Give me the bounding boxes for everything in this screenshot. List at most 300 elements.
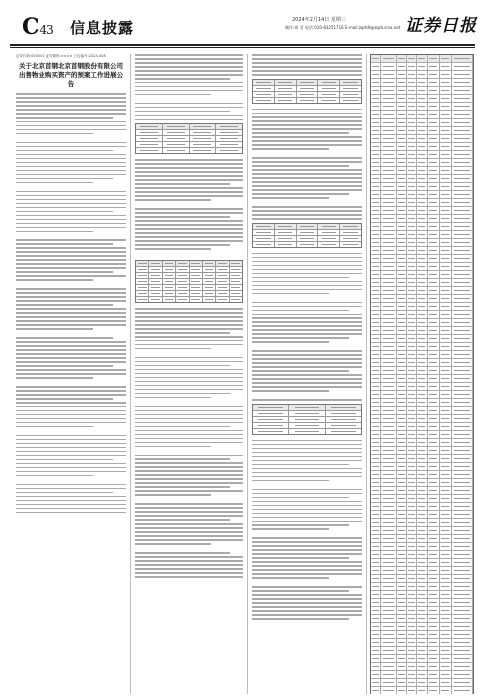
table-cell	[326, 411, 361, 416]
table-cell	[216, 261, 229, 266]
table-cell	[318, 86, 340, 91]
table-cell	[163, 285, 176, 290]
text-line	[135, 490, 243, 492]
table-cell	[297, 224, 319, 229]
table-cell	[381, 151, 397, 158]
table-cell	[428, 231, 440, 238]
text-line	[16, 129, 126, 131]
text-line	[252, 325, 362, 327]
table-cell	[397, 655, 407, 662]
text-line	[16, 199, 126, 201]
table-row	[371, 255, 473, 263]
table-cell	[440, 247, 452, 254]
table-cell	[417, 383, 427, 390]
text-line	[135, 54, 243, 56]
text-line	[252, 337, 349, 339]
table-row	[371, 191, 473, 199]
table-cell	[417, 543, 427, 550]
table-row	[371, 447, 473, 455]
table-cell	[452, 191, 473, 198]
table-cell	[371, 119, 381, 126]
text-line	[16, 500, 126, 502]
table-cell	[371, 607, 381, 614]
table-cell	[381, 263, 397, 270]
text-line	[252, 273, 362, 275]
text-line	[135, 248, 211, 250]
table-cell	[417, 311, 427, 318]
text-line	[135, 519, 230, 521]
table-cell	[397, 79, 407, 86]
table-cell	[275, 86, 297, 91]
text-line	[252, 553, 362, 555]
table-cell	[417, 503, 427, 510]
table-cell	[397, 255, 407, 262]
table-cell	[417, 671, 427, 678]
table-cell	[417, 471, 427, 478]
text-line	[252, 528, 329, 530]
table-cell	[407, 199, 417, 206]
text-line	[16, 312, 126, 314]
table-cell	[407, 335, 417, 342]
table-cell	[428, 143, 440, 150]
text-line	[135, 486, 230, 488]
table-row	[371, 303, 473, 311]
table-cell	[407, 239, 417, 246]
text-line	[135, 385, 243, 387]
table-cell	[397, 319, 407, 326]
table-cell	[452, 343, 473, 350]
table-cell	[397, 343, 407, 350]
table-cell	[253, 405, 289, 410]
table-cell	[381, 383, 397, 390]
table-row	[371, 327, 473, 335]
table-cell	[371, 487, 381, 494]
table-cell	[326, 429, 361, 434]
table-cell	[417, 167, 427, 174]
text-line	[135, 564, 243, 566]
table-cell	[417, 527, 427, 534]
table-cell	[440, 359, 452, 366]
table-cell	[407, 439, 417, 446]
table-cell	[397, 103, 407, 110]
table-cell	[428, 111, 440, 118]
table-cell	[371, 535, 381, 542]
table-cell	[371, 495, 381, 502]
table-cell	[397, 327, 407, 334]
table-cell	[381, 311, 397, 318]
table-cell	[253, 236, 275, 241]
table-cell	[407, 343, 417, 350]
text-line	[252, 541, 362, 543]
table-cell	[371, 463, 381, 470]
table-cell	[381, 111, 397, 118]
table-cell	[417, 119, 427, 126]
table-cell	[428, 431, 440, 438]
table-cell	[407, 567, 417, 574]
text-line	[252, 374, 362, 376]
table-cell	[371, 511, 381, 518]
text-line	[16, 459, 113, 461]
table-cell	[381, 55, 397, 62]
table-cell	[190, 142, 217, 147]
table-cell	[289, 429, 325, 434]
table-cell	[428, 551, 440, 558]
table-cell	[407, 591, 417, 598]
table-cell	[381, 271, 397, 278]
text-line	[252, 169, 362, 171]
table-cell	[407, 255, 417, 262]
text-line	[135, 406, 243, 408]
text-line	[252, 517, 362, 519]
table-cell	[371, 135, 381, 142]
table-cell	[417, 487, 427, 494]
text-line	[252, 569, 362, 571]
table-cell	[440, 303, 452, 310]
text-line	[135, 70, 243, 72]
table-cell	[428, 671, 440, 678]
table-cell	[428, 535, 440, 542]
table-cell	[326, 417, 361, 422]
text-line	[252, 513, 362, 515]
table-row	[371, 71, 473, 79]
table-row	[371, 367, 473, 375]
text-line	[252, 452, 362, 454]
text-line	[16, 170, 126, 172]
table-cell	[275, 230, 297, 235]
table-cell	[440, 159, 452, 166]
table-cell	[440, 631, 452, 638]
table-cell	[397, 215, 407, 222]
table-cell	[417, 423, 427, 430]
text-line	[252, 116, 362, 118]
table-row	[371, 167, 473, 175]
table-row	[371, 471, 473, 479]
table-cell	[428, 519, 440, 526]
table-cell	[417, 231, 427, 238]
table-cell	[452, 143, 473, 150]
table-cell	[417, 55, 427, 62]
text-line	[135, 212, 243, 214]
text-line	[135, 511, 243, 513]
text-line	[252, 598, 362, 600]
table-cell	[452, 679, 473, 686]
table-cell	[149, 285, 162, 290]
data-table	[252, 404, 362, 435]
text-line	[135, 66, 243, 68]
table-row	[253, 242, 361, 247]
table-cell	[397, 647, 407, 654]
table-cell	[417, 199, 427, 206]
table-row	[371, 479, 473, 487]
text-line	[135, 531, 243, 533]
table-cell	[428, 567, 440, 574]
table-cell	[428, 591, 440, 598]
table-cell	[397, 311, 407, 318]
table-cell	[407, 143, 417, 150]
table-cell	[428, 343, 440, 350]
table-cell	[407, 351, 417, 358]
table-cell	[371, 479, 381, 486]
text-line	[135, 458, 230, 460]
table-cell	[452, 239, 473, 246]
text-line	[16, 113, 126, 115]
table-cell	[452, 295, 473, 302]
table-cell	[136, 136, 163, 141]
table-cell	[275, 80, 297, 85]
text-line	[252, 181, 362, 183]
table-cell	[407, 79, 417, 86]
text-line	[16, 304, 113, 306]
table-cell	[340, 236, 361, 241]
table-cell	[452, 79, 473, 86]
table-cell	[340, 92, 361, 97]
table-cell	[275, 98, 297, 103]
table-cell	[440, 63, 452, 70]
table-cell	[407, 271, 417, 278]
table-cell	[381, 471, 397, 478]
table-cell	[381, 447, 397, 454]
text-line	[252, 218, 362, 220]
table-cell	[452, 687, 473, 694]
table-cell	[371, 87, 381, 94]
text-line	[16, 207, 126, 209]
table-cell	[397, 415, 407, 422]
table-cell	[371, 271, 381, 278]
text-line	[135, 543, 211, 545]
text-line	[135, 539, 243, 541]
text-line	[135, 111, 230, 113]
text-line	[135, 228, 243, 230]
table-cell	[417, 215, 427, 222]
table-cell	[371, 551, 381, 558]
text-line	[252, 341, 329, 343]
table-cell	[452, 167, 473, 174]
table-cell	[136, 291, 149, 296]
table-cell	[428, 559, 440, 566]
table-cell	[417, 239, 427, 246]
table-cell	[371, 191, 381, 198]
table-cell	[452, 599, 473, 606]
text-line	[135, 167, 243, 169]
text-line	[252, 321, 362, 323]
text-line	[135, 560, 243, 562]
table-cell	[407, 471, 417, 478]
text-line	[16, 251, 126, 253]
table-cell	[381, 567, 397, 574]
table-cell	[417, 143, 427, 150]
table-cell	[253, 224, 275, 229]
text-line	[135, 442, 243, 444]
text-line	[252, 66, 362, 68]
data-table	[370, 54, 474, 694]
table-cell	[407, 519, 417, 526]
text-line	[135, 340, 243, 342]
table-row	[371, 607, 473, 615]
table-cell	[371, 583, 381, 590]
table-cell	[407, 431, 417, 438]
table-cell	[381, 615, 397, 622]
table-cell	[163, 142, 190, 147]
table-cell	[253, 230, 275, 235]
table-cell	[407, 423, 417, 430]
table-cell	[371, 519, 381, 526]
text-line	[16, 349, 126, 351]
table-cell	[136, 273, 149, 278]
text-line	[252, 468, 362, 470]
table-cell	[407, 263, 417, 270]
table-cell	[371, 311, 381, 318]
text-line	[252, 329, 362, 331]
table-cell	[440, 87, 452, 94]
table-cell	[397, 599, 407, 606]
table-cell	[440, 415, 452, 422]
table-cell	[428, 247, 440, 254]
text-line	[135, 576, 243, 578]
text-line	[135, 78, 230, 80]
table-cell	[253, 80, 275, 85]
table-cell	[417, 207, 427, 214]
table-cell	[381, 591, 397, 598]
table-cell	[452, 103, 473, 110]
text-line	[135, 568, 243, 570]
table-cell	[452, 71, 473, 78]
table-row	[371, 127, 473, 135]
table-row	[371, 151, 473, 159]
article-headline	[16, 62, 126, 89]
text-line	[252, 561, 362, 563]
table-cell	[417, 87, 427, 94]
table-cell	[428, 407, 440, 414]
column-divider	[366, 54, 367, 694]
table-cell	[371, 567, 381, 574]
table-row	[371, 263, 473, 271]
table-cell	[452, 671, 473, 678]
table-cell	[428, 439, 440, 446]
text-line	[135, 312, 243, 314]
text-line	[252, 306, 362, 308]
table-row	[136, 297, 242, 302]
text-line	[135, 527, 243, 529]
table-cell	[275, 92, 297, 97]
table-cell	[417, 111, 427, 118]
table-cell	[397, 447, 407, 454]
table-cell	[407, 391, 417, 398]
table-cell	[417, 575, 427, 582]
text-line	[135, 438, 243, 440]
table-cell	[318, 224, 340, 229]
table-cell	[371, 655, 381, 662]
table-cell	[452, 447, 473, 454]
table-cell	[407, 55, 417, 62]
table-cell	[381, 247, 397, 254]
table-cell	[136, 130, 163, 135]
table-row	[371, 567, 473, 575]
table-cell	[407, 383, 417, 390]
table-cell	[381, 95, 397, 102]
table-cell	[428, 367, 440, 374]
table-cell	[417, 327, 427, 334]
table-cell	[371, 503, 381, 510]
table-cell	[381, 183, 397, 190]
table-cell	[318, 242, 340, 247]
table-cell	[381, 191, 397, 198]
table-cell	[452, 575, 473, 582]
table-cell	[452, 615, 473, 622]
table-cell	[440, 183, 452, 190]
table-cell	[371, 95, 381, 102]
text-line	[252, 464, 349, 466]
text-line	[252, 253, 362, 255]
newspaper-logo: 证券日报	[405, 16, 477, 36]
table-cell	[452, 431, 473, 438]
table-cell	[190, 136, 217, 141]
text-line	[16, 158, 126, 160]
text-line	[16, 451, 126, 453]
text-line	[252, 521, 362, 523]
text-line	[16, 247, 126, 249]
table-cell	[452, 287, 473, 294]
table-cell	[397, 359, 407, 366]
table-cell	[381, 527, 397, 534]
table-cell	[417, 335, 427, 342]
text-line	[135, 361, 243, 363]
table-cell	[253, 411, 289, 416]
table-cell	[371, 375, 381, 382]
table-cell	[136, 297, 149, 302]
table-cell	[397, 247, 407, 254]
text-line	[16, 101, 126, 103]
table-cell	[452, 647, 473, 654]
text-line	[16, 125, 126, 127]
table-cell	[417, 263, 427, 270]
text-line	[252, 58, 362, 60]
table-cell	[381, 375, 397, 382]
table-cell	[407, 663, 417, 670]
table-row	[371, 279, 473, 287]
table-cell	[440, 95, 452, 102]
table-cell	[203, 279, 216, 284]
text-line	[252, 602, 362, 604]
table-cell	[397, 511, 407, 518]
table-cell	[417, 679, 427, 686]
table-cell	[428, 95, 440, 102]
text-line	[252, 333, 362, 335]
table-cell	[440, 103, 452, 110]
table-cell	[397, 383, 407, 390]
text-line	[135, 523, 243, 525]
table-cell	[397, 639, 407, 646]
table-cell	[452, 463, 473, 470]
table-cell	[397, 375, 407, 382]
table-cell	[371, 431, 381, 438]
text-line	[16, 195, 126, 197]
table-row	[371, 391, 473, 399]
table-cell	[428, 423, 440, 430]
text-line	[135, 240, 243, 242]
table-cell	[440, 199, 452, 206]
text-line	[252, 70, 362, 72]
text-line	[16, 406, 126, 408]
text-line	[16, 369, 126, 371]
table-row	[371, 271, 473, 279]
table-cell	[407, 159, 417, 166]
table-cell	[440, 575, 452, 582]
table-cell	[371, 591, 381, 598]
text-line	[252, 378, 362, 380]
text-line	[252, 354, 362, 356]
text-line	[16, 443, 126, 445]
table-cell	[452, 151, 473, 158]
